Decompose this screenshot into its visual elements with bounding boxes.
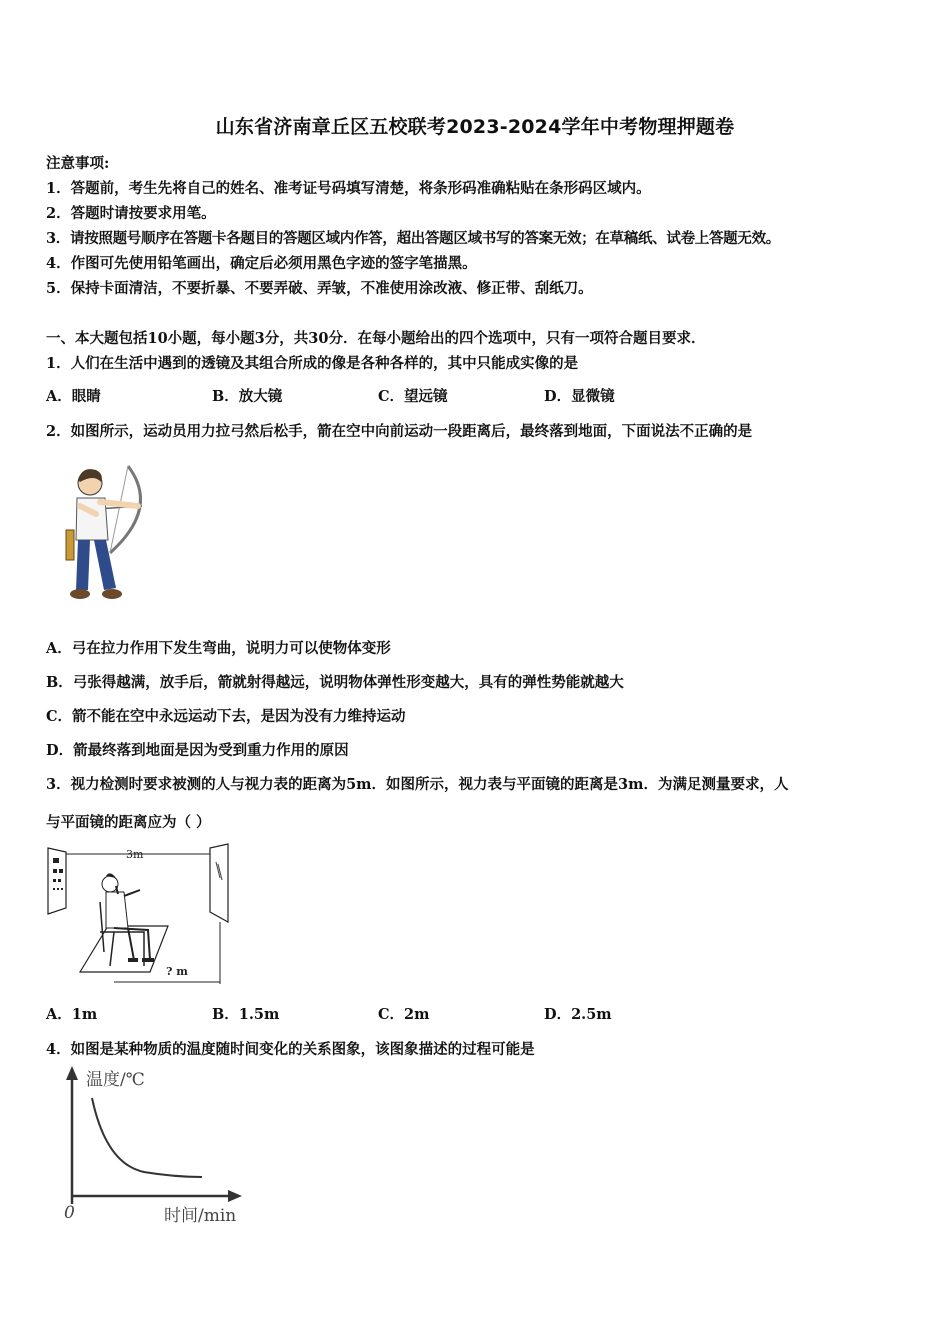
q2-choice-c: C．箭不能在空中永远运动下去，是因为没有力维持运动 <box>46 708 406 725</box>
q3-stem-line2: 与平面镜的距离应为（ ） <box>46 814 211 831</box>
page-title: 山东省济南章丘区五校联考2023-2024学年中考物理押题卷 <box>215 116 735 138</box>
q1-choice-c: C．望远镜 <box>378 388 448 405</box>
eye-test-diagram <box>44 842 236 987</box>
graph-y-axis-label: 温度/℃ <box>86 1070 145 1090</box>
q2-choice-a: A．弓在拉力作用下发生弯曲，说明力可以使物体变形 <box>46 640 391 657</box>
notice-heading: 注意事项: <box>46 155 110 172</box>
q2-choice-b: B．弓张得越满，放手后，箭就射得越远，说明物体弹性形变越大，具有的弹性势能就越大 <box>46 674 624 691</box>
q3-choice-d: D．2.5m <box>544 1006 612 1023</box>
q1-choice-a: A．眼睛 <box>46 388 101 405</box>
fig-unknown-distance-label: ? m <box>166 965 188 978</box>
q2-stem: 2．如图所示，运动员用力拉弓然后松手，箭在空中向前运动一段距离后，最终落到地面，下面说法不正确的是 <box>46 423 753 440</box>
notice-item-5: 5．保持卡面清洁，不要折暴、不要弄破、弄皱，不准使用涂改液、修正带、刮纸刀。 <box>46 280 593 297</box>
graph-origin-label: 0 <box>64 1203 75 1223</box>
q2-choice-d: D．箭最终落到地面是因为受到重力作用的原因 <box>46 742 349 759</box>
q3-choice-c: C．2m <box>378 1006 430 1023</box>
q3-choice-b: B．1.5m <box>212 1006 280 1023</box>
q1-stem: 1．人们在生活中遇到的透镜及其组合所成的像是各种各样的，其中只能成实像的是 <box>46 355 579 372</box>
q1-choice-d: D．显微镜 <box>544 388 615 405</box>
graph-x-axis-label: 时间/min <box>164 1206 237 1226</box>
q3-choice-a: A．1m <box>46 1006 98 1023</box>
notice-item-1: 1．答题前，考生先将自己的姓名、准考证号码填写清楚，将条形码准确粘贴在条形码区域内。 <box>46 180 651 197</box>
q1-choice-b: B．放大镜 <box>212 388 283 405</box>
q1-choices <box>46 385 615 406</box>
fig-3m-label: 3m <box>126 848 144 861</box>
q4-stem: 4．如图是某种物质的温度随时间变化的关系图象，该图象描述的过程可能是 <box>46 1041 535 1058</box>
q3-choices <box>46 1003 612 1024</box>
notice-item-2: 2．答题时请按要求用笔。 <box>46 205 216 222</box>
notice-item-4: 4．作图可先使用铅笔画出，确定后必须用黑色字迹的签字笔描黑。 <box>46 255 477 272</box>
archer-illustration <box>50 458 160 603</box>
section-heading: 一、本大题包括10小题，每小题3分，共30分．在每小题给出的四个选项中，只有一项符合题目要求． <box>46 330 706 347</box>
notice-item-3: 3．请按照题号顺序在答题卡各题目的答题区域内作答，超出答题区域书写的答案无效；在草稿纸、试卷上答题无效。 <box>46 230 780 247</box>
q3-stem-line1: 3．视力检测时要求被测的人与视力表的距离为5m．如图所示，视力表与平面镜的距离是3m．为满足测量要求，人 <box>46 776 789 793</box>
temperature-time-graph <box>44 1064 256 1229</box>
